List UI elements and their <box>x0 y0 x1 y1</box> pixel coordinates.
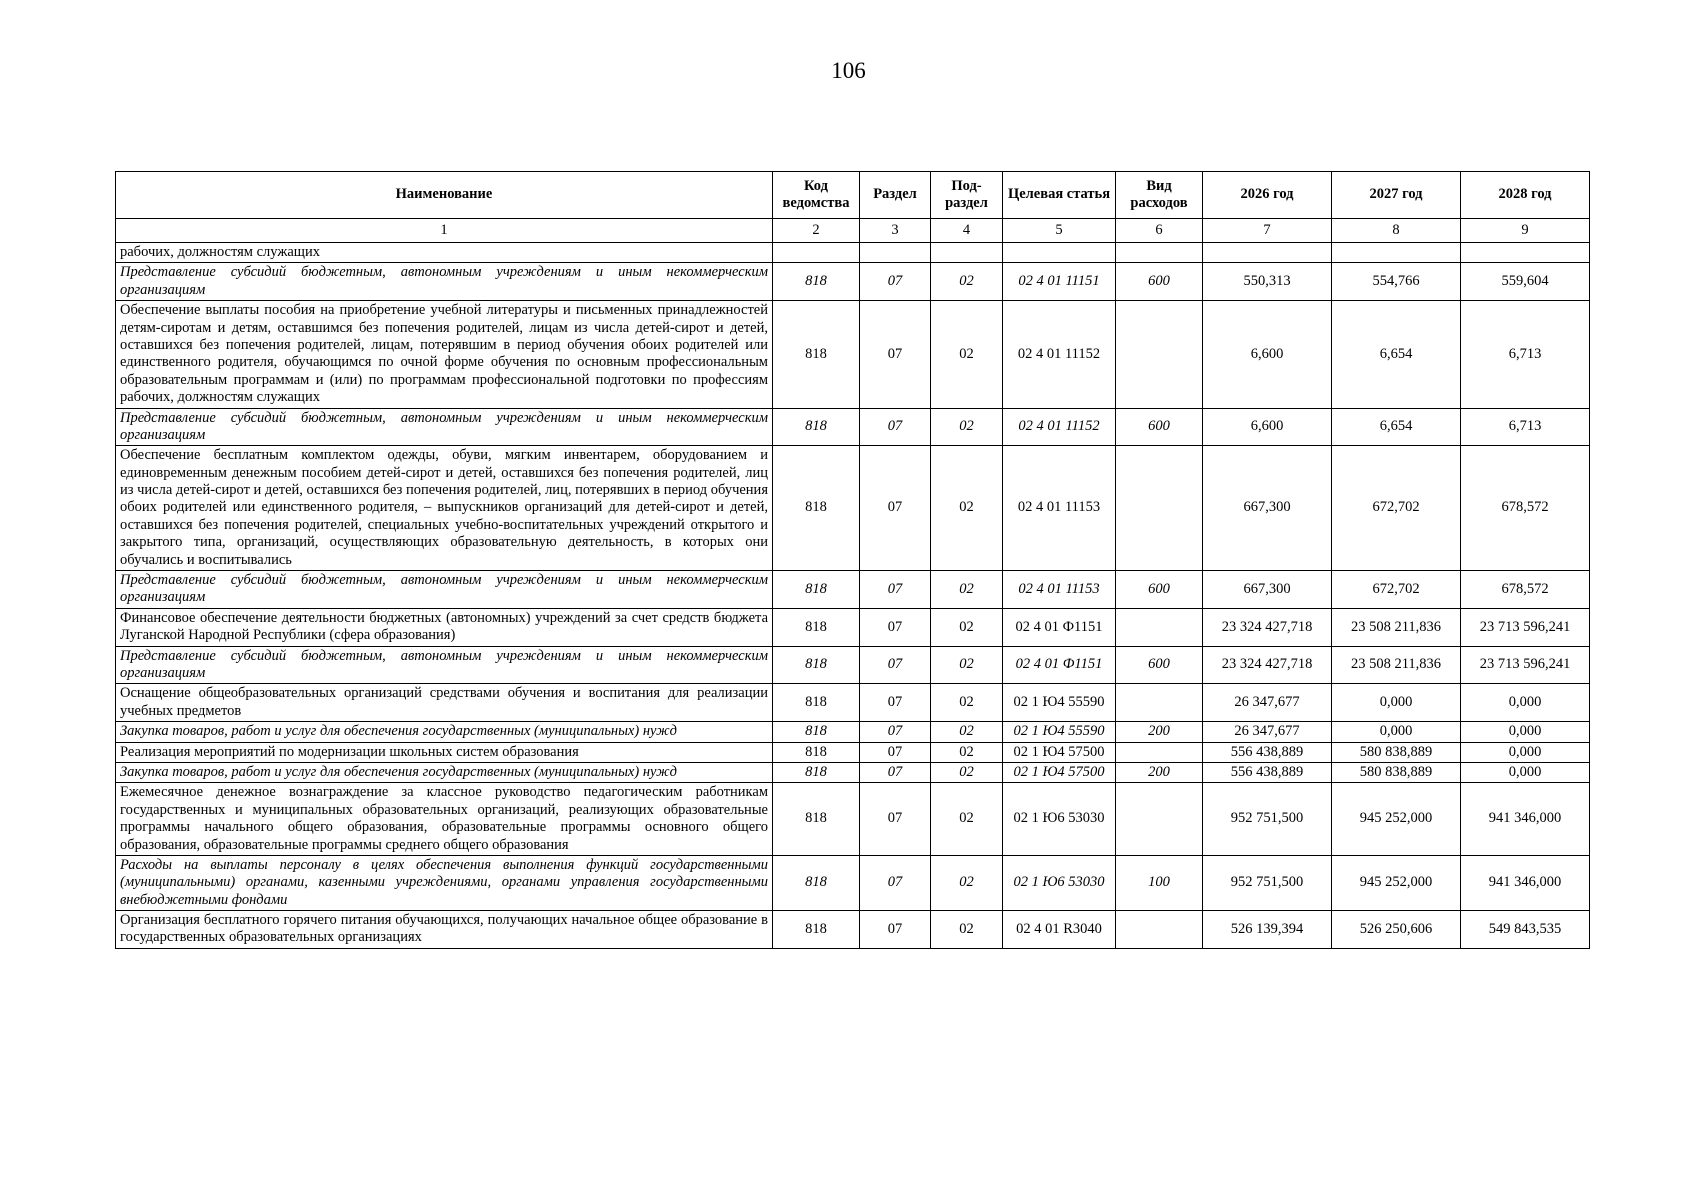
cell-target: 02 1 Ю4 55590 <box>1003 722 1116 742</box>
cell-subsection: 02 <box>931 684 1003 722</box>
cell-2026: 952 751,500 <box>1203 783 1332 856</box>
table-row <box>116 855 1590 910</box>
cell-kind <box>1116 608 1203 646</box>
cell-section: 07 <box>860 571 931 609</box>
cell-2026: 6,600 <box>1203 301 1332 408</box>
cell-2028: 0,000 <box>1461 684 1590 722</box>
cell-2026: 556 438,889 <box>1203 762 1332 782</box>
cell-2027: 672,702 <box>1332 446 1461 571</box>
column-number: 8 <box>1332 219 1461 243</box>
cell-2027: 0,000 <box>1332 722 1461 742</box>
cell-kind <box>1116 243 1203 263</box>
table-row <box>116 408 1590 446</box>
table-row <box>116 446 1590 571</box>
cell-kind: 600 <box>1116 571 1203 609</box>
table-row <box>116 301 1590 408</box>
cell-kind: 200 <box>1116 722 1203 742</box>
cell-2028: 0,000 <box>1461 722 1590 742</box>
cell-2028: 678,572 <box>1461 571 1590 609</box>
header-2027: 2027 год <box>1332 172 1461 219</box>
cell-2026: 556 438,889 <box>1203 742 1332 762</box>
cell-2026: 23 324 427,718 <box>1203 646 1332 684</box>
table-row <box>116 742 1590 762</box>
cell-section: 07 <box>860 263 931 301</box>
cell-target: 02 4 01 11151 <box>1003 263 1116 301</box>
cell-kind: 600 <box>1116 263 1203 301</box>
cell-subsection: 02 <box>931 762 1003 782</box>
column-number: 5 <box>1003 219 1116 243</box>
cell-2026: 526 139,394 <box>1203 911 1332 949</box>
table-row <box>116 263 1590 301</box>
cell-section: 07 <box>860 646 931 684</box>
cell-kind: 600 <box>1116 408 1203 446</box>
cell-kind <box>1116 783 1203 856</box>
cell-section <box>860 243 931 263</box>
header-kind: Вид расходов <box>1116 172 1203 219</box>
cell-subsection: 02 <box>931 855 1003 910</box>
cell-2028: 678,572 <box>1461 446 1590 571</box>
page-number: 106 <box>831 58 866 83</box>
cell-target: 02 1 Ю6 53030 <box>1003 783 1116 856</box>
cell-2026: 6,600 <box>1203 408 1332 446</box>
cell-name: Расходы на выплаты персоналу в целях обеспечения выполнения функций государственными (муниципальными) органами, казенными учреждениями, органами управления государственными внебюджетными фондами <box>116 855 773 910</box>
cell-target: 02 4 01 11153 <box>1003 446 1116 571</box>
cell-section: 07 <box>860 446 931 571</box>
cell-name: Ежемесячное денежное вознаграждение за классное руководство педагогическим работникам государственных и муниципальных образовательных организаций, реализующих образовательные программы начального общего образования, образовательные программы основного общего образования, образовательные программы среднего общего образования <box>116 783 773 856</box>
cell-2026: 26 347,677 <box>1203 722 1332 742</box>
cell-2028: 23 713 596,241 <box>1461 646 1590 684</box>
cell-2028 <box>1461 243 1590 263</box>
cell-name: Представление субсидий бюджетным, автономным учреждениям и иным некоммерческим организациям <box>116 263 773 301</box>
table-row <box>116 571 1590 609</box>
cell-target: 02 4 01 11152 <box>1003 301 1116 408</box>
table-row <box>116 243 1590 263</box>
cell-name: Реализация мероприятий по модернизации школьных систем образования <box>116 742 773 762</box>
cell-2027: 672,702 <box>1332 571 1461 609</box>
table-row <box>116 783 1590 856</box>
cell-name: Представление субсидий бюджетным, автономным учреждениям и иным некоммерческим организациям <box>116 646 773 684</box>
cell-code: 818 <box>773 446 860 571</box>
cell-subsection: 02 <box>931 911 1003 949</box>
cell-name: Организация бесплатного горячего питания обучающихся, получающих начальное общее образование в государственных образовательных организациях <box>116 911 773 949</box>
cell-2028: 23 713 596,241 <box>1461 608 1590 646</box>
cell-section: 07 <box>860 301 931 408</box>
cell-section: 07 <box>860 855 931 910</box>
cell-code: 818 <box>773 408 860 446</box>
cell-subsection: 02 <box>931 722 1003 742</box>
cell-section: 07 <box>860 684 931 722</box>
cell-subsection: 02 <box>931 571 1003 609</box>
cell-2027: 554,766 <box>1332 263 1461 301</box>
cell-section: 07 <box>860 762 931 782</box>
cell-subsection: 02 <box>931 301 1003 408</box>
cell-target: 02 4 01 Ф1151 <box>1003 608 1116 646</box>
cell-2026: 550,313 <box>1203 263 1332 301</box>
cell-subsection: 02 <box>931 446 1003 571</box>
cell-target: 02 1 Ю4 57500 <box>1003 762 1116 782</box>
cell-2027: 23 508 211,836 <box>1332 646 1461 684</box>
table-row <box>116 762 1590 782</box>
cell-2027: 6,654 <box>1332 301 1461 408</box>
cell-code: 818 <box>773 301 860 408</box>
table-row <box>116 646 1590 684</box>
cell-subsection: 02 <box>931 646 1003 684</box>
cell-section: 07 <box>860 608 931 646</box>
cell-code: 818 <box>773 762 860 782</box>
table-row <box>116 684 1590 722</box>
table-body <box>116 243 1590 949</box>
cell-name: Закупка товаров, работ и услуг для обеспечения государственных (муниципальных) нужд <box>116 722 773 742</box>
cell-name: рабочих, должностям служащих <box>116 243 773 263</box>
header-target: Целевая статья <box>1003 172 1116 219</box>
table-row <box>116 608 1590 646</box>
cell-name: Обеспечение выплаты пособия на приобретение учебной литературы и письменных принадлежностей детям-сиротам и детям, оставшимся без попечения родителей, лицам из числа детей-сирот и детей, оставшихся без попечения родителей, лицам, потерявшим в период обучения обоих родителей или единственного родителя, обучающимся по очной форме обучения по основным профессиональным образовательным программам и (или) по программам профессиональной подготовки по профессиям рабочих, должностям служащих <box>116 301 773 408</box>
cell-code: 818 <box>773 608 860 646</box>
cell-kind: 600 <box>1116 646 1203 684</box>
cell-code: 818 <box>773 684 860 722</box>
cell-subsection: 02 <box>931 783 1003 856</box>
cell-2027: 23 508 211,836 <box>1332 608 1461 646</box>
cell-section: 07 <box>860 408 931 446</box>
cell-2028: 6,713 <box>1461 408 1590 446</box>
cell-2027: 580 838,889 <box>1332 742 1461 762</box>
header-code: Код ведомства <box>773 172 860 219</box>
column-number: 6 <box>1116 219 1203 243</box>
cell-2027: 945 252,000 <box>1332 855 1461 910</box>
table-row <box>116 911 1590 949</box>
cell-code: 818 <box>773 263 860 301</box>
cell-code <box>773 243 860 263</box>
cell-target: 02 1 Ю6 53030 <box>1003 855 1116 910</box>
cell-name: Обеспечение бесплатным комплектом одежды, обуви, мягким инвентарем, оборудованием и единовременным денежным пособием детей-сирот и детей, оставшихся без попечения родителей, лиц из числа детей-сирот и детей, оставшихся без попечения родителей, лиц, потерявших в период обучения обоих родителей или единственного родителя, – выпускников организаций для детей-сирот и детей, оставшихся без попечения родителей, специальных учебно-воспитательных учреждений открытого и закрытого типа, организаций, осуществляющих образовательную деятельность, в которых они обучались и воспитывались <box>116 446 773 571</box>
header-name: Наименование <box>116 172 773 219</box>
column-number: 1 <box>116 219 773 243</box>
cell-name: Представление субсидий бюджетным, автономным учреждениям и иным некоммерческим организациям <box>116 571 773 609</box>
cell-code: 818 <box>773 646 860 684</box>
column-number: 4 <box>931 219 1003 243</box>
cell-2027: 580 838,889 <box>1332 762 1461 782</box>
cell-target: 02 4 01 R3040 <box>1003 911 1116 949</box>
cell-2026: 23 324 427,718 <box>1203 608 1332 646</box>
column-number: 9 <box>1461 219 1590 243</box>
cell-2028: 549 843,535 <box>1461 911 1590 949</box>
cell-target: 02 1 Ю4 57500 <box>1003 742 1116 762</box>
cell-2028: 0,000 <box>1461 742 1590 762</box>
header-2026: 2026 год <box>1203 172 1332 219</box>
cell-2028: 941 346,000 <box>1461 855 1590 910</box>
cell-section: 07 <box>860 742 931 762</box>
cell-2027 <box>1332 243 1461 263</box>
header-2028: 2028 год <box>1461 172 1590 219</box>
cell-2027: 0,000 <box>1332 684 1461 722</box>
cell-2026: 952 751,500 <box>1203 855 1332 910</box>
cell-name: Закупка товаров, работ и услуг для обеспечения государственных (муниципальных) нужд <box>116 762 773 782</box>
cell-subsection: 02 <box>931 608 1003 646</box>
cell-2027: 526 250,606 <box>1332 911 1461 949</box>
cell-subsection: 02 <box>931 263 1003 301</box>
cell-kind <box>1116 742 1203 762</box>
header-subsection: Под-раздел <box>931 172 1003 219</box>
cell-kind <box>1116 446 1203 571</box>
cell-name: Финансовое обеспечение деятельности бюджетных (автономных) учреждений за счет средств бюджета Луганской Народной Республики (сфера образования) <box>116 608 773 646</box>
column-number: 7 <box>1203 219 1332 243</box>
cell-2028: 6,713 <box>1461 301 1590 408</box>
cell-code: 818 <box>773 722 860 742</box>
cell-kind: 100 <box>1116 855 1203 910</box>
budget-table <box>115 171 1590 949</box>
cell-section: 07 <box>860 911 931 949</box>
cell-code: 818 <box>773 855 860 910</box>
cell-2028: 941 346,000 <box>1461 783 1590 856</box>
cell-code: 818 <box>773 783 860 856</box>
column-number: 2 <box>773 219 860 243</box>
table-row <box>116 722 1590 742</box>
cell-subsection <box>931 243 1003 263</box>
cell-target: 02 1 Ю4 55590 <box>1003 684 1116 722</box>
cell-name: Оснащение общеобразовательных организаций средствами обучения и воспитания для реализации учебных предметов <box>116 684 773 722</box>
cell-code: 818 <box>773 911 860 949</box>
cell-2026: 667,300 <box>1203 446 1332 571</box>
cell-2028: 0,000 <box>1461 762 1590 782</box>
header-section: Раздел <box>860 172 931 219</box>
cell-2027: 6,654 <box>1332 408 1461 446</box>
cell-2028: 559,604 <box>1461 263 1590 301</box>
column-number: 3 <box>860 219 931 243</box>
cell-kind <box>1116 911 1203 949</box>
table-header-row <box>116 172 1590 219</box>
cell-target: 02 4 01 11152 <box>1003 408 1116 446</box>
cell-subsection: 02 <box>931 408 1003 446</box>
cell-name: Представление субсидий бюджетным, автономным учреждениям и иным некоммерческим организациям <box>116 408 773 446</box>
cell-section: 07 <box>860 783 931 856</box>
column-number-row <box>116 219 1590 243</box>
cell-2026: 667,300 <box>1203 571 1332 609</box>
cell-2026: 26 347,677 <box>1203 684 1332 722</box>
cell-code: 818 <box>773 571 860 609</box>
cell-section: 07 <box>860 722 931 742</box>
cell-target: 02 4 01 11153 <box>1003 571 1116 609</box>
cell-2027: 945 252,000 <box>1332 783 1461 856</box>
cell-2026 <box>1203 243 1332 263</box>
cell-target: 02 4 01 Ф1151 <box>1003 646 1116 684</box>
cell-target <box>1003 243 1116 263</box>
cell-kind <box>1116 684 1203 722</box>
cell-subsection: 02 <box>931 742 1003 762</box>
cell-code: 818 <box>773 742 860 762</box>
cell-kind <box>1116 301 1203 408</box>
cell-kind: 200 <box>1116 762 1203 782</box>
